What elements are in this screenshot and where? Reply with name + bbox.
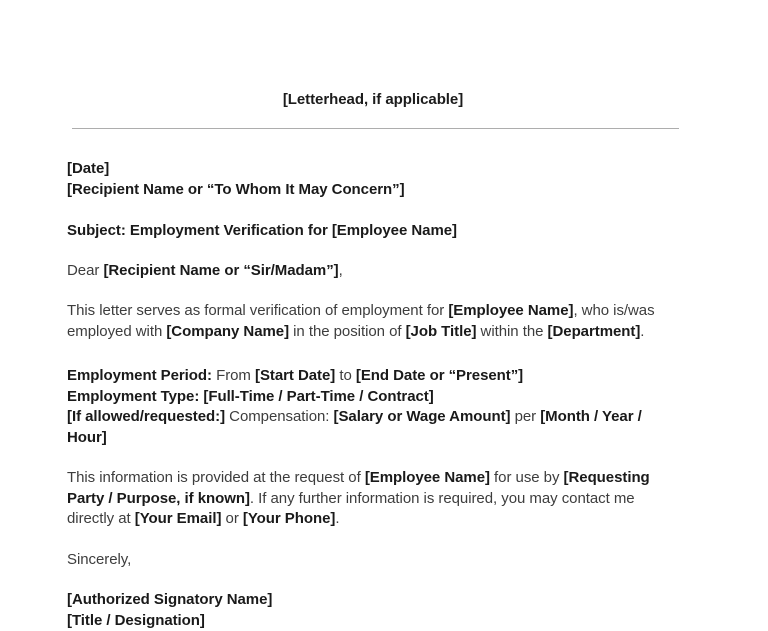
employment-period-to: to: [335, 367, 356, 384]
para2-requesting-party: [Requesting Party / Purpose, if known]: [67, 469, 650, 507]
employment-period-from: From: [212, 367, 255, 384]
compensation-per: per: [510, 408, 540, 425]
para2-email: [Your Email]: [135, 510, 222, 527]
para2-employee-name: [Employee Name]: [365, 469, 490, 486]
compensation-line: [67, 407, 679, 448]
header-divider: [72, 128, 679, 129]
para2-text-4: or: [221, 510, 242, 527]
para1-job-title: [Job Title]: [406, 323, 477, 340]
compensation-salary: [Salary or Wage Amount]: [334, 408, 511, 425]
para1-text-5: .: [640, 323, 644, 340]
employment-end-date: [End Date or “Present”]: [356, 367, 523, 384]
para1-text-2: , who is/was employed with: [67, 302, 655, 340]
para1-department: [Department]: [548, 323, 641, 340]
para2-text-5: .: [335, 510, 339, 527]
signatory-name: [Authorized Signatory Name]: [67, 590, 679, 611]
letterhead-heading: [Letterhead, if applicable]: [67, 0, 679, 110]
para2-phone: [Your Phone]: [243, 510, 335, 527]
para1-text-3: in the position of: [289, 323, 406, 340]
closing-line: Sincerely,: [67, 550, 679, 571]
salutation-block: [67, 261, 679, 282]
recipient-line: [Recipient Name or “To Whom It May Concern”]: [67, 180, 679, 201]
salutation-greeting: Dear: [67, 262, 103, 279]
employment-period-line: [67, 366, 679, 387]
paragraph-request: [67, 468, 679, 530]
para1-company-name: [Company Name]: [166, 323, 289, 340]
salutation-punctuation: ,: [339, 262, 343, 279]
employment-type-value: [Full-Time / Part-Time / Contract]: [199, 388, 433, 405]
signature-block: [67, 590, 679, 631]
compensation-period-unit: [Month / Year / Hour]: [67, 408, 642, 446]
employment-period-label: Employment Period:: [67, 367, 212, 384]
subject-line: Subject: Employment Verification for [Employee Name]: [67, 221, 679, 242]
compensation-label: Compensation:: [225, 408, 333, 425]
date-recipient-block: [67, 159, 679, 200]
employment-start-date: [Start Date]: [255, 367, 335, 384]
paragraph-verification: [67, 301, 679, 342]
employment-type-line: [67, 387, 679, 408]
compensation-conditional-note: [If allowed/requested:]: [67, 408, 225, 425]
para1-text-1: This letter serves as formal verification of employment for: [67, 302, 448, 319]
closing-block: [67, 550, 679, 571]
para2-text-3: . If any further information is required, you may contact me directly at: [67, 490, 635, 528]
signatory-title: [Title / Designation]: [67, 611, 679, 631]
para1-employee-name: [Employee Name]: [448, 302, 573, 319]
para2-text-1: This information is provided at the request of: [67, 469, 365, 486]
employment-details-block: [67, 366, 679, 448]
para2-text-2: for use by: [490, 469, 564, 486]
salutation-placeholder: [Recipient Name or “Sir/Madam”]: [103, 262, 338, 279]
subject-block: [67, 221, 679, 242]
para1-text-4: within the: [476, 323, 547, 340]
date-line: [Date]: [67, 159, 679, 180]
employment-type-label: Employment Type:: [67, 388, 199, 405]
